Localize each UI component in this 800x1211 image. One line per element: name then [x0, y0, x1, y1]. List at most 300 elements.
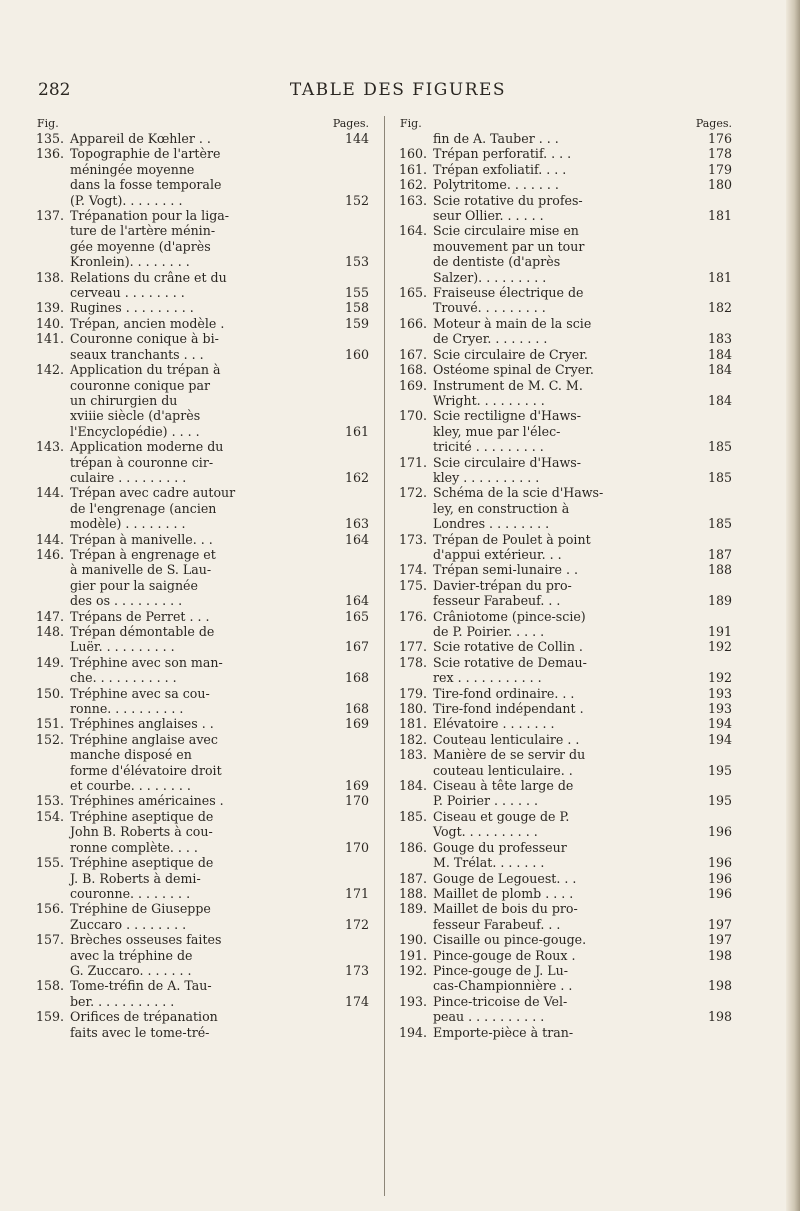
- left-column-header: [36, 116, 369, 131]
- figure-caption-line: kley, mue par l'élec-: [433, 423, 561, 439]
- figure-caption-line: couronne. . . . . . . .: [70, 885, 191, 901]
- figure-caption-line: seaux tranchants . . .: [70, 346, 204, 362]
- pages-label: Pages.: [695, 117, 732, 130]
- figure-caption-line: J. B. Roberts à demi-: [70, 870, 201, 886]
- figure-caption-line: Trépans de Perret . . .: [70, 608, 210, 624]
- figure-entry: [399, 1025, 732, 1040]
- figure-page-number: 168: [344, 701, 369, 717]
- figure-number: 170.: [399, 408, 428, 424]
- figure-number: 143.: [36, 439, 65, 455]
- figure-entry: [399, 362, 732, 377]
- figure-caption-line: gier pour la saignée: [70, 577, 198, 593]
- figure-entry: [399, 778, 732, 809]
- figure-caption-line: Trépan à manivelle. . .: [70, 531, 213, 547]
- figure-entry: [399, 901, 732, 932]
- figure-caption-line: Topographie de l'artère: [70, 146, 221, 162]
- figure-number: 146.: [36, 546, 65, 562]
- figure-number: 155.: [36, 855, 65, 871]
- figure-number: 183.: [399, 747, 428, 763]
- figure-caption-line: Trépanation pour la liga-: [70, 208, 230, 224]
- figure-number: 174.: [399, 562, 428, 578]
- figure-entry: [36, 609, 369, 624]
- figure-caption-line: Relations du crâne et du: [70, 269, 227, 285]
- figure-entry: [36, 932, 369, 978]
- figure-number: 154.: [36, 808, 65, 824]
- figure-caption-line: che. . . . . . . . . . .: [70, 670, 177, 686]
- figure-number: 176.: [399, 608, 428, 624]
- figure-entry: [399, 316, 732, 347]
- right-column-header: [399, 116, 732, 131]
- figure-page-number: 176: [707, 131, 732, 146]
- figure-page-number: 198: [707, 947, 732, 963]
- figure-number: 171.: [399, 454, 428, 470]
- figure-entry: [399, 285, 732, 316]
- figure-number: 162.: [399, 177, 428, 193]
- figure-number: 191.: [399, 947, 428, 963]
- figure-entry: [399, 639, 732, 654]
- figure-entry: [399, 732, 732, 747]
- figure-number: 159.: [36, 1009, 65, 1025]
- figure-caption-line: xviiie siècle (d'après: [70, 408, 201, 424]
- figure-caption-line: Tréphine avec son man-: [70, 654, 223, 670]
- figure-page-number: 194: [707, 731, 732, 747]
- figure-page-number: 192: [707, 639, 732, 655]
- figure-caption-line: Tréphine anglaise avec: [70, 731, 218, 747]
- figure-entry: [399, 948, 732, 963]
- figure-caption-line: de P. Poirier. . . . .: [433, 624, 545, 639]
- figure-page-number: 174: [344, 993, 369, 1009]
- figure-caption-line: Fraiseuse électrique de: [433, 285, 584, 301]
- figure-page-number: 194: [707, 716, 732, 732]
- page-header: [38, 80, 758, 104]
- figure-caption-line: des os . . . . . . . . .: [70, 593, 183, 609]
- figure-caption-line: Polytritome. . . . . . .: [433, 177, 559, 193]
- figure-number: 172.: [399, 485, 428, 501]
- figure-caption-line: Scie rectiligne d'Haws-: [433, 408, 581, 424]
- figure-entry: [36, 532, 369, 547]
- figure-number: 152.: [36, 731, 65, 747]
- figure-number: 185.: [399, 808, 428, 824]
- figure-number: 144.: [36, 531, 65, 547]
- figure-entry: [36, 655, 369, 686]
- left-entry-list: [36, 131, 369, 1040]
- figure-caption-line: ber. . . . . . . . . . .: [70, 993, 175, 1009]
- figure-caption-line: Trépan avec cadre autour: [70, 485, 236, 501]
- figure-caption-line: (P. Vogt). . . . . . . .: [70, 192, 183, 208]
- figure-caption-line: Trouvé. . . . . . . . .: [433, 300, 546, 316]
- figure-number: 166.: [399, 315, 428, 331]
- figure-entry: [399, 655, 732, 686]
- figure-entry: [36, 300, 369, 315]
- figure-entry: [36, 331, 369, 362]
- figure-number: 169.: [399, 377, 428, 393]
- figure-entry: [36, 362, 369, 439]
- figure-caption-line: Orifices de trépanation: [70, 1009, 218, 1025]
- figure-page-number: 188: [707, 562, 732, 578]
- figure-caption-line: fin de A. Tauber . . .: [433, 131, 559, 146]
- figure-caption-line: Tréphine avec sa cou-: [70, 685, 210, 701]
- figure-caption-line: John B. Roberts à cou-: [70, 824, 213, 840]
- figure-number: 137.: [36, 208, 65, 224]
- figure-caption-line: trépan à couronne cir-: [70, 454, 214, 470]
- figure-entry: [399, 809, 732, 840]
- figure-page-number: 185: [707, 439, 732, 455]
- figure-number: 184.: [399, 778, 428, 794]
- figure-caption-line: Appareil de Kœhler . .: [70, 131, 211, 146]
- figure-caption-line: couteau lenticulaire. .: [433, 762, 573, 778]
- page-number: 282: [38, 80, 71, 100]
- figure-page-number: 169: [344, 778, 369, 794]
- figure-caption-line: Tire-fond ordinaire. . .: [433, 685, 575, 701]
- figure-number: 189.: [399, 901, 428, 917]
- figure-entry: [399, 177, 732, 192]
- figure-entry: [399, 871, 732, 886]
- figure-number: 151.: [36, 716, 65, 732]
- figure-page-number: 169: [344, 716, 369, 732]
- figure-caption-line: M. Trélat. . . . . . .: [433, 855, 545, 871]
- figure-number: 156.: [36, 901, 65, 917]
- figure-entry: [399, 455, 732, 486]
- figure-number: 168.: [399, 362, 428, 378]
- column-divider: [384, 116, 385, 1196]
- figure-page-number: 196: [707, 870, 732, 886]
- figure-caption-line: Scie circulaire de Cryer.: [433, 346, 588, 362]
- figure-page-number: 185: [707, 469, 732, 485]
- figure-page-number: 191: [707, 624, 732, 639]
- figure-caption-line: Zuccaro . . . . . . . .: [70, 916, 187, 932]
- figure-page-number: 196: [707, 885, 732, 901]
- figure-number: 135.: [36, 131, 65, 146]
- figure-caption-line: Tréphines anglaises . .: [70, 716, 214, 732]
- figure-entry: [36, 686, 369, 717]
- figure-page-number: 198: [707, 978, 732, 994]
- fig-label: Fig.: [37, 117, 59, 130]
- figure-caption-line: de l'engrenage (ancien: [70, 500, 217, 516]
- figure-caption-line: Luër. . . . . . . . . .: [70, 639, 175, 655]
- figure-caption-line: Instrument de M. C. M.: [433, 377, 583, 393]
- figure-entry: [399, 562, 732, 577]
- figure-page-number: 158: [344, 300, 369, 316]
- figure-page-number: 197: [707, 916, 732, 932]
- figure-page-number: 193: [707, 685, 732, 701]
- figure-entry: [399, 886, 732, 901]
- figure-caption-line: Ostéome spinal de Cryer.: [433, 362, 594, 378]
- figure-entry: [399, 378, 732, 409]
- figure-entry: [36, 716, 369, 731]
- figure-caption-line: Tire-fond indépendant .: [433, 701, 584, 717]
- figure-number: 188.: [399, 885, 428, 901]
- figure-caption-line: de Cryer. . . . . . . .: [433, 331, 548, 347]
- figure-caption-line: cerveau . . . . . . . .: [70, 285, 185, 301]
- figure-entry: [399, 747, 732, 778]
- figure-entry: [36, 855, 369, 901]
- figure-caption-line: tricité . . . . . . . . .: [433, 439, 544, 455]
- figure-caption-line: manche disposé en: [70, 747, 192, 763]
- figure-caption-line: Rugines . . . . . . . . .: [70, 300, 194, 316]
- figure-number: 147.: [36, 608, 65, 624]
- figure-caption-line: ronne complète. . . .: [70, 839, 198, 855]
- figure-page-number: 195: [707, 762, 732, 778]
- figure-caption-line: fesseur Farabeuf. . .: [433, 593, 561, 609]
- figure-caption-line: Tréphines américaines .: [70, 793, 224, 809]
- figure-entry: [399, 840, 732, 871]
- figure-entry: [399, 932, 732, 947]
- figure-number: 153.: [36, 793, 65, 809]
- pages-label: Pages.: [332, 117, 369, 130]
- figure-caption-line: forme d'élévatoire droit: [70, 762, 222, 778]
- figure-number: 187.: [399, 870, 428, 886]
- figure-page-number: 144: [344, 131, 369, 146]
- figure-caption-line: ley, en construction à: [433, 500, 570, 516]
- running-title: TABLE DES FIGURES: [289, 80, 507, 100]
- figure-entry: [36, 131, 369, 146]
- figure-entry: [399, 347, 732, 362]
- figure-page-number: 179: [707, 161, 732, 177]
- figure-page-number: 173: [344, 962, 369, 978]
- figure-caption-line: Application du trépan à: [70, 362, 221, 378]
- figure-number: 163.: [399, 192, 428, 208]
- figure-caption-line: Ciseau et gouge de P.: [433, 808, 570, 824]
- figure-page-number: 193: [707, 701, 732, 717]
- figure-page-number: 164: [344, 531, 369, 547]
- figure-caption-line: ture de l'artère ménin-: [70, 223, 216, 239]
- figure-caption-line: peau . . . . . . . . . .: [433, 1009, 545, 1025]
- figure-caption-line: Salzer). . . . . . . . .: [433, 269, 547, 285]
- figure-caption-line: Tréphine aseptique de: [70, 855, 214, 871]
- figure-page-number: 172: [344, 916, 369, 932]
- figure-caption-line: Scie circulaire d'Haws-: [433, 454, 581, 470]
- figure-caption-line: Scie rotative de Collin .: [433, 639, 583, 655]
- figure-caption-line: Trépan démontable de: [70, 624, 215, 639]
- figure-caption-line: ronne. . . . . . . . . .: [70, 701, 184, 717]
- figure-number: 157.: [36, 932, 65, 948]
- figure-entry: [36, 732, 369, 794]
- figure-page-number: 159: [344, 315, 369, 331]
- figure-caption-line: Kronlein). . . . . . . .: [70, 254, 190, 270]
- figure-caption-line: Vogt. . . . . . . . . .: [433, 824, 538, 840]
- figure-caption-line: Schéma de la scie d'Haws-: [433, 485, 604, 501]
- figure-number: 192.: [399, 962, 428, 978]
- page-edge-shadow: [786, 0, 800, 1211]
- figure-page-number: 198: [707, 1009, 732, 1025]
- figure-number: 158.: [36, 978, 65, 994]
- figure-caption-line: Gouge du professeur: [433, 839, 567, 855]
- figure-caption-line: Trépan de Poulet à point: [433, 531, 591, 547]
- figure-number: 178.: [399, 654, 428, 670]
- figure-caption-line: Maillet de bois du pro-: [433, 901, 578, 917]
- figure-caption-line: et courbe. . . . . . . .: [70, 778, 191, 794]
- figure-number: 142.: [36, 362, 65, 378]
- figure-page-number: 181: [707, 208, 732, 224]
- figure-caption-line: Application moderne du: [70, 439, 224, 455]
- figure-caption-line: Brèches osseuses faites: [70, 932, 222, 948]
- figure-entry: [399, 131, 732, 146]
- figure-entry: [36, 146, 369, 208]
- figure-entry: [399, 609, 732, 640]
- figure-number: 161.: [399, 161, 428, 177]
- figure-page-number: 170: [344, 839, 369, 855]
- figure-caption-line: culaire . . . . . . . . .: [70, 469, 187, 485]
- figure-number: 164.: [399, 223, 428, 239]
- figure-caption-line: Tréphine aseptique de: [70, 808, 214, 824]
- figure-caption-line: Ciseau à tête large de: [433, 778, 574, 794]
- figure-caption-line: l'Encyclopédie) . . . .: [70, 423, 200, 439]
- figure-page-number: 192: [707, 670, 732, 686]
- figure-caption-line: couronne conique par: [70, 377, 211, 393]
- figure-entry: [399, 532, 732, 563]
- figure-page-number: 184: [707, 392, 732, 408]
- figure-entry: [36, 978, 369, 1009]
- figure-page-number: 168: [344, 670, 369, 686]
- figure-page-number: 187: [707, 546, 732, 562]
- figure-caption-line: Scie circulaire mise en: [433, 223, 579, 239]
- figure-caption-line: faits avec le tome-tré-: [70, 1024, 210, 1040]
- figure-page-number: 163: [344, 516, 369, 532]
- figure-caption-line: Trépan exfoliatif. . . .: [433, 161, 567, 177]
- figure-page-number: 162: [344, 469, 369, 485]
- figure-number: 167.: [399, 346, 428, 362]
- figure-number: 141.: [36, 331, 65, 347]
- figure-caption-line: Couteau lenticulaire . .: [433, 731, 580, 747]
- figure-caption-line: Pince-gouge de Roux .: [433, 947, 576, 963]
- figure-entry: [36, 485, 369, 531]
- figure-entry: [36, 208, 369, 270]
- figure-page-number: 182: [707, 300, 732, 316]
- figure-page-number: 170: [344, 793, 369, 809]
- figure-entry: [399, 162, 732, 177]
- figure-caption-line: Crâniotome (pince-scie): [433, 608, 586, 624]
- figure-caption-line: avec la tréphine de: [70, 947, 193, 963]
- figure-caption-line: gée moyenne (d'après: [70, 238, 211, 254]
- figure-caption-line: fesseur Farabeuf. . .: [433, 916, 561, 932]
- figure-page-number: 196: [707, 855, 732, 871]
- figure-caption-line: Trépan semi-lunaire . .: [433, 562, 578, 578]
- figure-caption-line: Manière de se servir du: [433, 747, 586, 763]
- figure-caption-line: Maillet de plomb . . . .: [433, 885, 574, 901]
- figure-page-number: 184: [707, 346, 732, 362]
- figure-caption-line: Scie rotative du profes-: [433, 192, 583, 208]
- left-column: [36, 116, 369, 1040]
- figure-caption-line: cas-Championnière . .: [433, 978, 573, 994]
- figure-number: 180.: [399, 701, 428, 717]
- figure-caption-line: Trépan perforatif. . . .: [433, 146, 572, 162]
- figure-entry: [399, 485, 732, 531]
- figure-caption-line: Londres . . . . . . . .: [433, 516, 550, 532]
- figure-entry: [36, 547, 369, 609]
- figure-caption-line: kley . . . . . . . . . .: [433, 469, 540, 485]
- figure-entry: [36, 270, 369, 301]
- figure-caption-line: rex . . . . . . . . . . .: [433, 670, 542, 686]
- figure-page-number: 153: [344, 254, 369, 270]
- figure-page-number: 181: [707, 269, 732, 285]
- figure-number: 193.: [399, 993, 428, 1009]
- figure-page-number: 165: [344, 608, 369, 624]
- figure-caption-line: Cisaille ou pince-gouge.: [433, 932, 587, 948]
- figure-entry: [399, 994, 732, 1025]
- figure-page-number: 164: [344, 593, 369, 609]
- figure-number: 148.: [36, 624, 65, 639]
- figure-number: 186.: [399, 839, 428, 855]
- figure-page-number: 152: [344, 192, 369, 208]
- figure-number: 149.: [36, 654, 65, 670]
- figure-number: 182.: [399, 731, 428, 747]
- figure-caption-line: Davier-trépan du pro-: [433, 577, 572, 593]
- figure-page-number: 178: [707, 146, 732, 162]
- figure-entry: [399, 578, 732, 609]
- figure-entry: [399, 408, 732, 454]
- figure-entry: [36, 1009, 369, 1040]
- figure-page-number: 160: [344, 346, 369, 362]
- figure-caption-line: Trépan à engrenage et: [70, 546, 216, 562]
- figure-entry: [399, 701, 732, 716]
- figure-number: 194.: [399, 1024, 428, 1040]
- figure-page-number: 161: [344, 423, 369, 439]
- figure-caption-line: mouvement par un tour: [433, 238, 585, 254]
- figure-entry: [399, 686, 732, 701]
- figure-caption-line: Pince-tricoise de Vel-: [433, 993, 568, 1009]
- figure-caption-line: un chirurgien du: [70, 392, 178, 408]
- figure-page-number: 196: [707, 824, 732, 840]
- figure-number: 179.: [399, 685, 428, 701]
- figure-entry: [399, 146, 732, 161]
- figure-entry: [36, 316, 369, 331]
- figure-page-number: 184: [707, 362, 732, 378]
- figure-number: 150.: [36, 685, 65, 701]
- figure-page-number: 183: [707, 331, 732, 347]
- figure-caption-line: Tome-tréfin de A. Tau-: [70, 978, 212, 994]
- figure-number: 160.: [399, 146, 428, 162]
- figure-number: 138.: [36, 269, 65, 285]
- figure-caption-line: Trépan, ancien modèle .: [70, 315, 225, 331]
- figure-number: 136.: [36, 146, 65, 162]
- figure-entry: [36, 793, 369, 808]
- figure-number: 181.: [399, 716, 428, 732]
- fig-label: Fig.: [400, 117, 422, 130]
- figure-caption-line: à manivelle de S. Lau-: [70, 562, 212, 578]
- figure-caption-line: méningée moyenne: [70, 161, 195, 177]
- figure-caption-line: Tréphine de Giuseppe: [70, 901, 211, 917]
- figure-entry: [399, 716, 732, 731]
- figure-entry: [36, 809, 369, 855]
- figure-number: 173.: [399, 531, 428, 547]
- figure-caption-line: seur Ollier. . . . . .: [433, 208, 544, 224]
- figure-number: 165.: [399, 285, 428, 301]
- figure-caption-line: modèle) . . . . . . . .: [70, 516, 186, 532]
- figure-caption-line: G. Zuccaro. . . . . . .: [70, 962, 192, 978]
- figure-caption-line: d'appui extérieur. . .: [433, 546, 562, 562]
- figure-page-number: 197: [707, 932, 732, 948]
- right-column: [399, 116, 732, 1040]
- figure-entry: [36, 624, 369, 655]
- figure-page-number: 180: [707, 177, 732, 193]
- figure-number: 140.: [36, 315, 65, 331]
- figure-caption-line: Pince-gouge de J. Lu-: [433, 962, 568, 978]
- figure-caption-line: de dentiste (d'après: [433, 254, 561, 270]
- right-entry-list: [399, 131, 732, 1040]
- figure-number: 177.: [399, 639, 428, 655]
- figure-caption-line: Emporte-pièce à tran-: [433, 1024, 574, 1040]
- figure-caption-line: P. Poirier . . . . . .: [433, 793, 539, 809]
- figure-caption-line: Scie rotative de Demau-: [433, 654, 587, 670]
- figure-entry: [36, 901, 369, 932]
- figure-caption-line: Elévatoire . . . . . . .: [433, 716, 555, 732]
- figure-caption-line: Couronne conique à bi-: [70, 331, 219, 347]
- figure-entry: [399, 193, 732, 224]
- figure-entry: [399, 223, 732, 285]
- figure-page-number: 189: [707, 593, 732, 609]
- figure-entry: [399, 963, 732, 994]
- figure-caption-line: Gouge de Legouest. . .: [433, 870, 577, 886]
